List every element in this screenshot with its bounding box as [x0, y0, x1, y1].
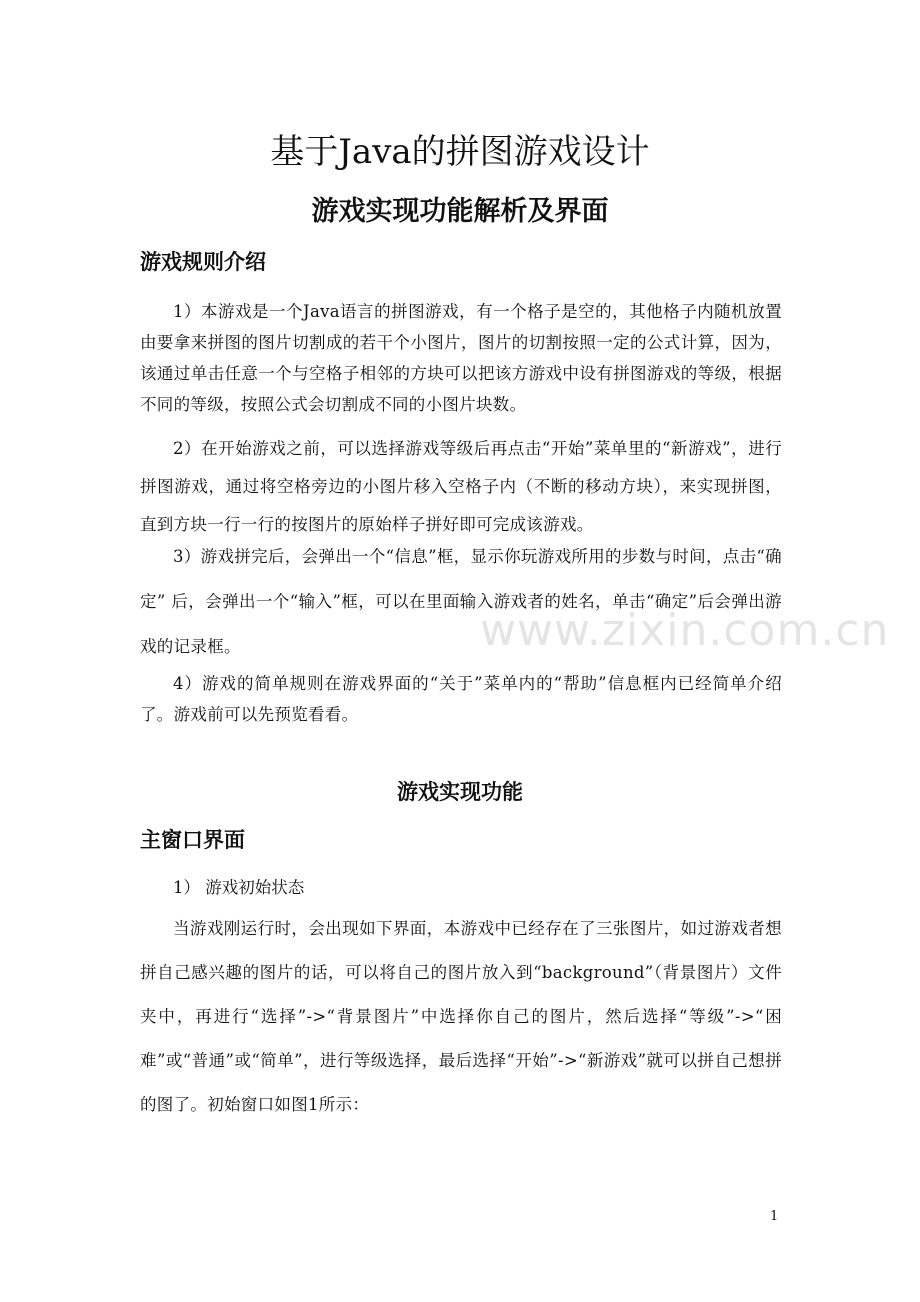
- document-title: 基于Java的拼图游戏设计: [270, 132, 650, 172]
- document-subtitle: 游戏实现功能解析及界面: [311, 196, 609, 227]
- section-heading-features: 游戏实现功能: [397, 779, 523, 804]
- rule-paragraph-2: 2）在开始游戏之前，可以选择游戏等级后再点击“开始”菜单里的“新游戏”，进行拼图游戏，通过将空格旁边的小图片移入空格子内（不断的移动方块），来实现拼图，直到方块一行一行的按图片的原始样子拼好即可完成该游戏。: [140, 439, 782, 534]
- page-number: 1: [770, 1209, 779, 1224]
- paragraph-initial-state: 当游戏刚运行时，会出现如下界面，本游戏中已经存在了三张图片，如过游戏者想拼自己感兴趣的图片的话，可以将自己的图片放入到“background”（背景图片）文件夹中，再进行“选择”->“背景图片”中选择你自己的图片，然后选择“等级”->“困难”或“普通”或“简单”，进行等级选择，最后选择“开始”->“新游戏”就可以拼自己想拼的图了。初始窗口如图1所示：: [140, 919, 782, 1114]
- rule-paragraph-3: 3）游戏拼完后，会弹出一个“信息”框，显示你玩游戏所用的步数与时间，点击“确定” 后，会弹出一个“输入”框，可以在里面输入游戏者的姓名，单击“确定”后会弹出游戏的记录框。: [140, 547, 782, 656]
- list-item-initial-state: 1） 游戏初始状态: [173, 878, 305, 897]
- rule-paragraph-4: 4）游戏的简单规则在游戏界面的“关于”菜单内的“帮助”信息框内已经简单介绍了。游戏前可以先预览看看。: [140, 674, 782, 724]
- section-heading-main-window: 主窗口界面: [140, 827, 245, 852]
- section-heading-rules: 游戏规则介绍: [140, 249, 266, 274]
- watermark: www.zixin.com.cn: [480, 605, 890, 656]
- rule-paragraph-1: 1）本游戏是一个Java语言的拼图游戏，有一个格子是空的，其他格子内随机放置由要拿来拼图的图片切割成的若干个小图片，图片的切割按照一定的公式计算，因为，该通过单击任意一个与空格子相邻的方块可以把该方游戏中设有拼图游戏的等级，根据不同的等级，按照公式会切割成不同的小图片块数。: [140, 302, 782, 414]
